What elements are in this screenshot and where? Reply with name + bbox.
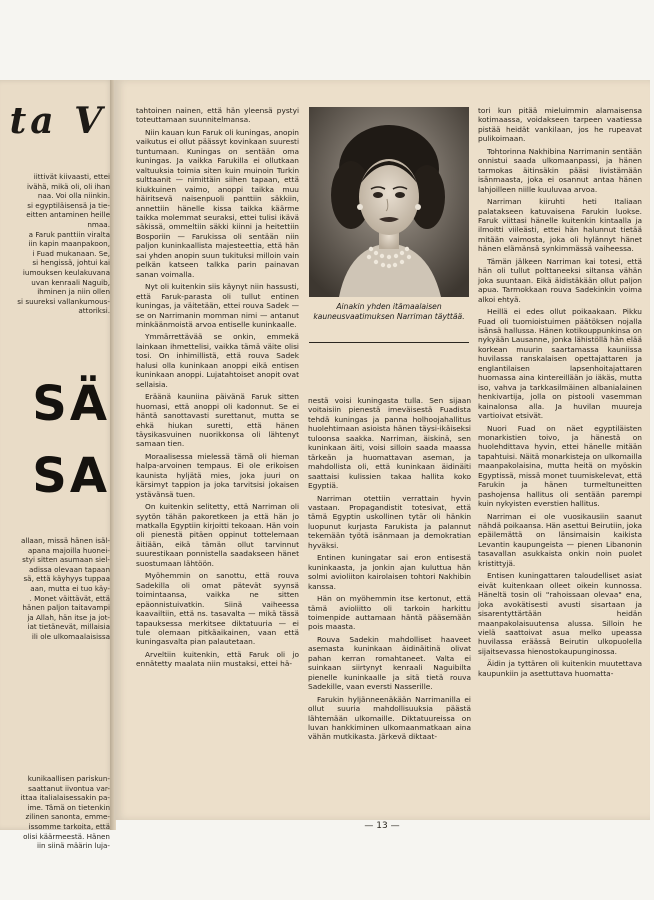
fragment-line: si hengissä, johtui kai [32,258,110,268]
fragment-line: iittivät kiivaasti, ettei [33,172,110,181]
article-paragraph: Tämän jälkeen Narriman kai totesi, että hän oli tullut polttaneeksi siltansa vähän joka suuntaan. Eikä äidistäkään ollut paljon apua. Tarmokkaan rouva Sadekinkin voima alkoi ehtyä. [478,256,642,304]
fragment-line: olisi käärmeestä. Hänen [23,831,110,841]
fragment-line: iat tietänevät, millaisia [27,622,110,632]
article-paragraph: Farukin hyljänneenäkään Narrimanilla ei ollut suuria mahdollisuuksia päästä lähtemään ulkomaille. Diktatuureissa on luvan hankkiminen ulkomaanmatkaan aina vähän mutkikasta. Järkevä diktaat- [308,694,471,742]
fragment-line: ittaa italialaisessakin pa- [20,793,110,803]
fragment-line: aan, mutta ei tuo käy- [30,583,110,593]
article-paragraph: Narriman otettiin verrattain hyvin vastaan. Propagandistit totesivat, että tämä Egyptin uskollinen tytär oli hänkin luopunut kurjasta Farukista ja palannut tekemään työtä isänmaan ja demokratian hyväksi. [308,493,471,550]
fragment-line: sä, että käyhyys tuppaa [23,574,110,584]
fragment-line: adissa olevaan tapaan [28,564,110,574]
fragment-line: naa. Voi olla niinkin. [37,191,110,201]
article-column-1 [136,106,299,672]
article-paragraph: Moraalisessa mielessä tämä oli hieman halpa-arvoinen tempaus. Ei ole erikoisen kaunista hyljätä mies, joka juuri on kärsimyt tappion ja joka tarvitsisi jokaisen ystävänsä tuen. [136,451,299,499]
big-heading-letters-2: SA [32,448,110,504]
fragment-line: styi sitten asumaan siel- [22,555,110,565]
portrait-photo [309,107,469,297]
big-heading-letters-1: SÄ [32,376,110,432]
article-paragraph: Hän on myöhemmin itse kertonut, että tämä avioliitto oli tarkoin harkittu toimenpide auttamaan häntä pääsemään pois maasta. [308,594,471,632]
article-paragraph: Nyt oli kuitenkin siis käynyt niin hassusti, että Faruk-parasta oli tullut entinen kuningas, ja väitetään, ettei rouva Sadek — se on Narrimanin momman nimi — antanut minkäänmoistä arvoa entiselle kuninkaalle. [136,282,299,329]
fragment-line: ivähä, mikä oli, oli ihan [26,181,110,191]
article-page [114,80,650,831]
page-number: — 13 — [364,821,400,831]
article-paragraph: Äidin ja tyttären oli kuitenkin muutettava kaupunkiin ja asettuttava huomatta- [478,659,642,678]
caption-divider [309,342,469,343]
fragment-line: eitten antaminen heille [26,210,110,220]
article-paragraph: Tohtorinna Nakhibina Narrimanin sentään onnistui saada ulkomaanpassi, ja hänen tarmokas äitinsäkin pääsi livistämään isänmaasta, joka ei osannut antaa hänen lahjoilleen niille kuuluvaa arvoa. [478,146,642,194]
article-paragraph: Nuori Fuad on näet egyptiläisten monarkistien toivo, ja hänestä on huolehdittava hyvin, ettei hänelle mitään tapahtuisi. Näitä monarkisteja on ulkomailla maanpakolaisina, mutta heitä on myöskin Egyptissä, missä monet tuumiskelevat, että Farukin ja hänen turmeltuneitten pashojensa hallitus oli sentään parempi kuin nykyisten everstien hallitus. [478,423,642,509]
fragment-line: ja Allah, hän itse ja jot- [27,612,110,622]
fragment-line: iin siinä määrin luja- [37,841,110,851]
fragment-line: ime. Tämä on tietenkin [27,802,110,812]
fragment-line: issomme tarkoita, että [28,821,110,831]
fragment-line: . Monet väittävät, että [29,593,110,603]
article-paragraph: Arveltiin kuitenkin, että Faruk oli jo ennätetty maalata niin mustaksi, ettei hä- [136,649,299,669]
portrait-illustration [309,107,469,297]
fragment-line: apana majoilla huonei- [27,545,110,555]
fragment-line: ili ole ulkomaalaisissa [31,631,110,641]
article-paragraph: Entisen kuningattaren taloudelliset asiat eivät kuitenkaan olleet oikein kunnossa. Häneltä tosin oli "rahoissaan olevaa" ena, joka avokätisesti avusti sisartaan ja sisarentyttärtään heidän maanpakolaisuutensa alussa. Silloin he vielä saattoivat asua melko upeassa huvilassa eräässä Beirutin ulkopuolella sijaitsevassa hienostokaupunginossa. [478,571,642,656]
article-paragraph: Narriman ei ole vuosikausiin saanut nähdä poikaansa. Hän asettui Beirutiin, joka epäilemättä on länsimaisin kaikista Levantin kaupungeista — pienen Libanonin tasavallan asukkaista onkin noin puolet kristittyjä. [478,511,642,568]
left-column-top [0,172,110,316]
fragment-line: kunikaallisen pariskun- [27,774,110,783]
fragment-line: saattanut iivontua var- [28,783,110,793]
article-paragraph: tori kun pitää mieluimmin alamaisensa kotimaassa, voidakseen tarpeen vaatiessa pistää heidät vankilaan, jos he rupeavat pulikoimaan. [478,106,642,144]
article-paragraph: Ymmärrettävää se onkin, emmekä lainkaan ihmettelisi, vaikka tämä väite olisi tosi. On inhimillistä, että rouva Sadek halusi olla kuninkaan anoppi eikä entisen kuninkaan anoppi. Lujatahtoiset anopit ovat sellaisia. [136,332,299,389]
fragment-line: zilinen sanonta, emme- [25,812,110,822]
fragment-line: si egyptiläisensä ja tie- [27,200,110,210]
article-paragraph: Myöhemmin on sanottu, että rouva Sadekilla oli omat pätevät syynsä toimintaansa, vaikka ne sitten epäonnistuivatkin. Siinä vaiheessa kaavailtiin, että ns. tasavalta — mikä tässä tapauksessa merkitsee diktatuuria — ei tule olemaan pitkäaikainen, vaan että kuningasvalta pian palautetaan. [136,571,299,647]
article-column-3 [478,106,642,681]
fragment-line: iin kapin maanpakoon, [28,239,110,249]
fragment-line: allaan, missä hänen isäl- [20,536,110,545]
fragment-line: iumouksen keulakuvana [22,267,110,277]
article-column-2 [308,396,471,745]
fragment-line: uvan kenraali Naguib, [31,277,110,287]
fragment-line: ihminen ja niin ollen [37,287,110,297]
left-column-bottom [0,774,110,851]
left-page-fragment [0,80,114,851]
fragment-line: hänen paljon taitavampi [22,603,110,613]
photo-caption: Ainakin yhden itämaalaisen kauneusvaatimuksen Narriman täyttää. [313,302,465,321]
left-column-middle [0,536,110,642]
article-paragraph: nestä voisi kuningasta tulla. Sen sijaan voitaisiin pienestä imeväisestä Fuadista tehdä kuningas ja panna holhoojahallitus huolehtimaan asioista hänen täysi-ikäiseksi tuloonsa saakka. Narriman, äiskinä, sen kuninkaan äiti, voisi silloin saada maassa tärkeän ja huomattavan aseman, ja mahdollista oli, että kuninkaan äidinäiti saattaisi kulissien takaa hallita koko Egyptiä. [308,396,471,491]
article-paragraph: tahtoinen nainen, että hän yleensä pystyi toteuttamaan suunnitelmansa. [136,106,299,125]
fragment-line: attoriksi. [78,306,110,316]
article-paragraph: On kuitenkin selitetty, että Narriman oli syytön tähän pakoretkeen ja että hän jo matkalla Egyptiin kirjoitti tekoaan. Hän voin oli pienestä pitäen oppinut tottelemaan äitiään, eikä tämän ollut tarvinnut suurestikaan ponnistella saadakseen hänet suostumaan lähtöön. [136,502,299,568]
article-paragraph: Rouva Sadekin mahdolliset haaveet asemasta kuninkaan äidinäitinä olivat pahan kerran romahtaneet. Valta ei suinkaan siirtynyt kenraali Naguibilta pienelle kuninkaalle ja sitä tietä rouva Sadekille, vaan eversti Nasserille. [308,634,471,692]
article-paragraph: Entinen kuningatar sai eron entisestä kuninkaasta, ja jonkin ajan kuluttua hän solmi avioliiton kairolaisen tohtori Nakhibin kanssa. [308,553,471,591]
article-paragraph: Niin kauan kun Faruk oli kuningas, anopin vaikutus ei ollut päässyt kovinkaan suuresti tuntumaan. Kuningas on sentään oma kuningas. Ja vaikka Farukilla ei ollutkaan valtuuksia toimia siten kuin muinoin Turkin sulttaanit — nimittäin siihen tapaan, että kiukkuinen vaimo, anoppi taikka muu häiritsevä naisenpuoli panttiin säkkiin, annettiin hänelle kissa taikka käärme taikka molemmat seuraksi, ettei tulisi ikävä säkissä, ommeltiin säkki kiinni ja heitettiin Bosporiin — Farukissa oli sentään niin paljon kuninkaallista majesteettia, että hän sai yhden anopin suun tukituksi milloin vain pelkän katseen talkka parin painavan sanan voimalla. [136,127,299,279]
heading-fragment: ta V [9,100,106,142]
fragment-line: si suureksi vallankumous- [17,296,110,306]
article-paragraph: Heillä ei edes ollut poikaakaan. Pikku Fuad oli tuomioistuimen päätöksen nojalla isänsä hallussa. Hänen kotikouppunkinsa on nykyään Lausanne, jonka lähistöllä hän elää korkean muurin saartamassa kauniissa huvilassa ranskalaisen opettajattaren ja englantilaisen lapsenhoitajattaren huomassa aina kintereillään jo iäkäs, mutta iso, vahva ja tarkkasilmäinen albanialainen henkivartija, jolla on pistooli vasemman kainalonsa alla. Ja huvilan muureja vartioivat etsivät. [478,307,642,421]
article-paragraph: Narriman kiiruhti heti Italiaan palatakseen katuvaisena Farukin luokse. Faruk viittasi hänelle kuitenkin kintaalla ja ilmoitti viileästi, ettei hän halunnut tietää mitään vaimosta, joka oli hylännyt hänet hänen elämänsä synkimmässä vaiheessa. [478,197,642,254]
fragment-line: nmaa. [87,219,110,229]
article-paragraph: Eräänä kauniina päivänä Faruk sitten huomasi, että anoppi oli kadonnut. Se ei häntä sanottavasti surettanut, mutta se ehkä hiukan suretti, että hänen täysikasvuinen nuorikkonsa oli lähtenyt samaan tien. [136,392,299,449]
fragment-line: a Faruk panttiin viralta [28,229,110,239]
fragment-line: i Fuad mukanaan. Se, [32,248,110,258]
